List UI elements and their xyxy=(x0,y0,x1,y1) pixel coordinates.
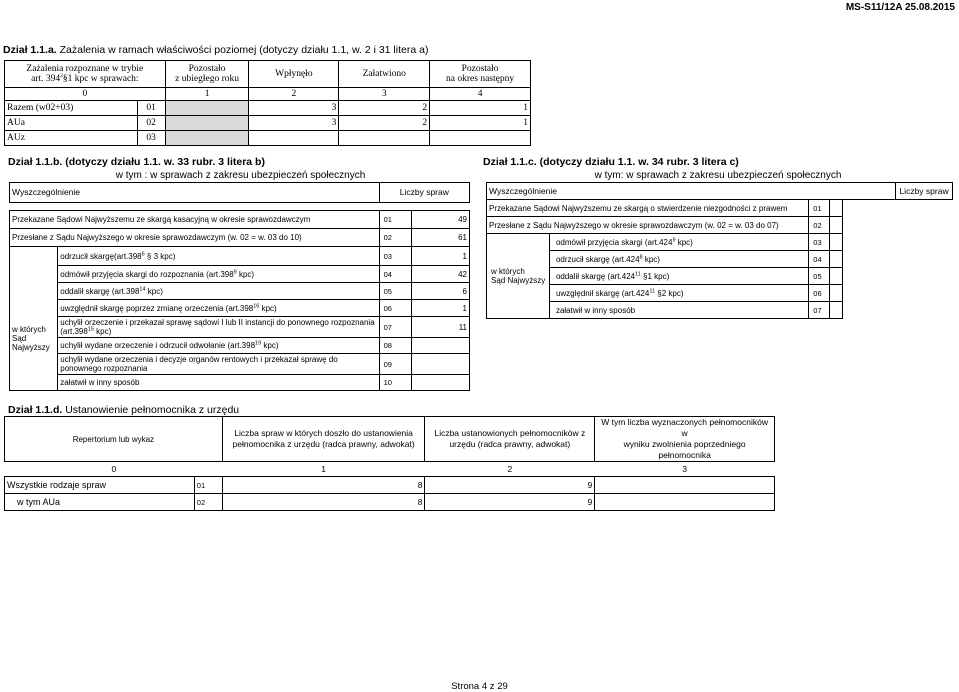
value-cell: 42 xyxy=(412,266,470,283)
section-c-group-label: w których Sąd Najwyższy xyxy=(487,234,550,319)
section-a-index-cell: 2 xyxy=(249,88,339,101)
row-label: odrzucił skargę (art.424$^8$ kpc) xyxy=(549,251,808,268)
row-code: 03 xyxy=(809,234,843,251)
table-row xyxy=(10,354,470,375)
footer-prefix: Strona xyxy=(451,681,482,692)
row-code: 07 xyxy=(379,317,412,338)
value-cell: 3 xyxy=(249,116,339,131)
row-label: odmówił przyjęcia skargi do rozpoznania (art.398$^9$ kpc) xyxy=(58,266,379,283)
section-b-header-spec: Wyszczególnienie xyxy=(10,183,380,203)
value-cell: 9 xyxy=(425,494,595,511)
value-cell: 8 xyxy=(222,477,425,494)
row-code: 04 xyxy=(809,251,843,268)
row-label: w tym AUa xyxy=(5,494,195,511)
page-footer xyxy=(0,681,959,692)
section-c-heading xyxy=(483,156,739,168)
section-d-index-cell: 0 xyxy=(111,463,117,474)
value-cell: 1 xyxy=(412,247,470,266)
value-cell xyxy=(595,477,775,494)
value-cell xyxy=(595,494,775,511)
row-code: 02 xyxy=(809,217,843,234)
section-d-index-cell: 3 xyxy=(682,463,687,474)
table-row xyxy=(10,317,470,338)
row-code: 06 xyxy=(379,300,412,317)
section-a-index-cell: 0 xyxy=(5,88,166,101)
row-code: 03 xyxy=(137,131,165,146)
footer-sep: z xyxy=(487,681,498,692)
section-a-header-done: Załatwiono xyxy=(339,61,430,88)
row-code: 09 xyxy=(379,354,412,375)
row-label: załatwił w inny sposób xyxy=(58,375,379,391)
table-row xyxy=(487,234,953,251)
table-row xyxy=(487,302,953,319)
value-cell: 2 xyxy=(339,116,430,131)
row-code: 06 xyxy=(809,285,843,302)
table-row xyxy=(10,211,470,229)
section-d-heading xyxy=(8,404,239,416)
table-row xyxy=(487,217,953,234)
value-cell: 61 xyxy=(412,229,470,247)
table-row xyxy=(5,101,531,116)
table-row xyxy=(5,131,531,146)
section-a-index-cell: 4 xyxy=(430,88,531,101)
section-b-header-count: Liczby spraw xyxy=(379,183,469,203)
section-d-header-repertory: Repertorium lub wykaz xyxy=(5,417,223,462)
row-label: AUz xyxy=(5,131,138,146)
section-c-header-count: Liczby spraw xyxy=(896,183,953,200)
row-code: 01 xyxy=(137,101,165,116)
table-row xyxy=(487,251,953,268)
section-c-header-spec: Wyszczególnienie xyxy=(487,183,896,200)
section-a-header-prev: Pozostało z ubiegłego roku xyxy=(165,61,249,88)
section-b-group-label: w których Sąd Najwyższy xyxy=(10,247,58,391)
row-label: Razem (w02+03) xyxy=(5,101,138,116)
section-a-heading xyxy=(3,44,428,56)
section-d-header-col2: Liczba ustanowionych pełnomocników z urzędu (radca prawny, adwokat) xyxy=(425,417,595,462)
row-label: uchylił wydane orzeczenia i decyzje organów rentowych i przekazał sprawę do ponownego rozpoznania xyxy=(58,354,379,375)
section-c-column-divider xyxy=(829,199,830,318)
table-row xyxy=(10,229,470,247)
section-d-table xyxy=(4,416,775,511)
row-code: 04 xyxy=(379,266,412,283)
section-a-header-next: Pozostało na okres następny xyxy=(430,61,531,88)
section-a-header-row-label-1: Zażalenia rozpoznane w trybie xyxy=(26,64,144,74)
value-cell: 1 xyxy=(430,101,531,116)
section-a-heading-prefix: Dział 1.1.a. xyxy=(3,44,57,56)
row-label: uchylił wydane orzeczenie i odrzucił odwołanie (art.398$^{19}$ kpc) xyxy=(58,338,379,354)
section-d-index-cell: 2 xyxy=(507,463,513,474)
value-cell: 6 xyxy=(412,283,470,300)
row-label: Wszystkie rodzaje spraw xyxy=(5,477,195,494)
shaded-cell xyxy=(165,131,249,146)
value-cell: 2 xyxy=(339,101,430,116)
row-label: załatwił w inny sposób xyxy=(549,302,808,319)
table-row xyxy=(487,200,953,217)
row-code: 10 xyxy=(379,375,412,391)
section-a-heading-text: Zażalenia w ramach właściwości poziomej (dotyczy działu 1.1, w. 2 i 31 litera a) xyxy=(59,44,429,56)
table-row xyxy=(10,266,470,283)
form-id: MS-S11/12A 25.08.2015 xyxy=(845,2,955,13)
value-cell xyxy=(412,354,470,375)
row-label: uwzględnił skargę (art.424$^{11}$ §2 kpc) xyxy=(549,285,808,302)
section-a-index-cell: 3 xyxy=(339,88,430,101)
section-a-header-row-label-2: art. $394^2\S 1$ kpc w sprawach: xyxy=(31,72,139,84)
table-row xyxy=(10,300,470,317)
row-code: 05 xyxy=(379,283,412,300)
row-label: uwzględnił skargę poprzez zmianę orzeczenia (art.398$^{16}$ kpc) xyxy=(58,300,379,317)
row-code: 02 xyxy=(194,494,222,511)
section-a-header-row-label xyxy=(5,61,166,88)
value-cell: 1 xyxy=(430,116,531,131)
table-row xyxy=(5,116,531,131)
value-cell: 11 xyxy=(412,317,470,338)
table-row xyxy=(5,477,775,494)
section-d-header-col1: Liczba spraw w których doszło do ustanowienia pełnomocnika z urzędu (radca prawny, adwokat) xyxy=(222,417,425,462)
row-code: 03 xyxy=(379,247,412,266)
row-code: 07 xyxy=(809,302,843,319)
value-cell xyxy=(412,338,470,354)
table-row xyxy=(5,494,775,511)
section-b-heading-prefix: Dział 1.1.b. xyxy=(8,156,63,168)
row-code: 01 xyxy=(809,200,843,217)
section-c-subheading: w tym: w sprawach z zakresu ubezpieczeń społecznych xyxy=(594,170,842,181)
footer-page-number: 4 xyxy=(481,681,488,692)
section-d-heading-text: Ustanowienie pełnomocnika z urzędu xyxy=(65,404,240,416)
value-cell: 8 xyxy=(222,494,425,511)
table-row xyxy=(10,247,470,266)
value-cell xyxy=(430,131,531,146)
section-c-heading-prefix: Dział 1.1.c. xyxy=(483,156,537,168)
section-a-index-cell: 1 xyxy=(165,88,249,101)
row-label: oddalił skargę (art.424$^{11}$ §1 kpc) xyxy=(549,268,808,285)
row-code: 05 xyxy=(809,268,843,285)
section-b-subheading: w tym : w sprawach z zakresu ubezpieczeń społecznych xyxy=(115,170,366,181)
section-b-heading-text: (dotyczy działu 1.1. w. 33 rubr. 3 litera b) xyxy=(65,156,265,168)
table-row xyxy=(10,283,470,300)
section-d-heading-prefix: Dział 1.1.d. xyxy=(8,404,63,416)
section-d-index-cell: 1 xyxy=(321,463,326,474)
value-cell: 1 xyxy=(412,300,470,317)
row-code: 01 xyxy=(194,477,222,494)
section-b-heading xyxy=(8,156,265,168)
table-row xyxy=(10,375,470,391)
row-code: 08 xyxy=(379,338,412,354)
value-cell: 9 xyxy=(425,477,595,494)
row-label: Przekazane Sądowi Najwyższemu ze skargą kasacyjną w okresie sprawozdawczym xyxy=(10,211,380,229)
table-row xyxy=(10,338,470,354)
row-label: odmówił przyjęcia skargi (art.424$^9$ kpc) xyxy=(549,234,808,251)
row-label: Przesłane z Sądu Najwyższego w okresie sprawozdawczym (w. 02 = w. 03 do 10) xyxy=(10,229,380,247)
section-a-header-in: Wpłynęło xyxy=(249,61,339,88)
value-cell xyxy=(339,131,430,146)
section-b-table xyxy=(9,182,470,391)
row-code: 02 xyxy=(379,229,412,247)
row-code: 02 xyxy=(137,116,165,131)
value-cell: 3 xyxy=(249,101,339,116)
footer-total-pages: 29 xyxy=(497,681,508,692)
value-cell xyxy=(249,131,339,146)
row-label: Przekazane Sądowi Najwyższemu ze skargą o stwierdzenie niezgodności z prawem xyxy=(487,200,809,217)
row-label: uchylił orzeczenie i przekazał sprawę sądowi I lub II instancji do ponownego rozpoznania (art.398$^{15}$ kpc) xyxy=(58,317,379,338)
row-label: oddalił skargę (art.398$^{14}$ kpc) xyxy=(58,283,379,300)
row-label: odrzucił skargę(art.398$^6$ § 3 kpc) xyxy=(58,247,379,266)
section-c-table xyxy=(486,182,953,319)
row-label: AUa xyxy=(5,116,138,131)
shaded-cell xyxy=(165,116,249,131)
section-d-header-col3: W tym liczba wyznaczonych pełnomocników w wyniku zwolnienia poprzedniego pełnomocnika xyxy=(595,417,775,462)
shaded-cell xyxy=(165,101,249,116)
value-cell: 49 xyxy=(412,211,470,229)
section-a-table xyxy=(4,60,531,146)
section-c-heading-text: (dotyczy działu 1.1. w. 34 rubr. 3 litera c) xyxy=(539,156,739,168)
row-label: Przesłane z Sądu Najwyższego w okresie sprawozdawczym (w. 02 = w. 03 do 07) xyxy=(487,217,809,234)
table-row xyxy=(487,285,953,302)
table-row xyxy=(487,268,953,285)
value-cell xyxy=(412,375,470,391)
row-code: 01 xyxy=(379,211,412,229)
